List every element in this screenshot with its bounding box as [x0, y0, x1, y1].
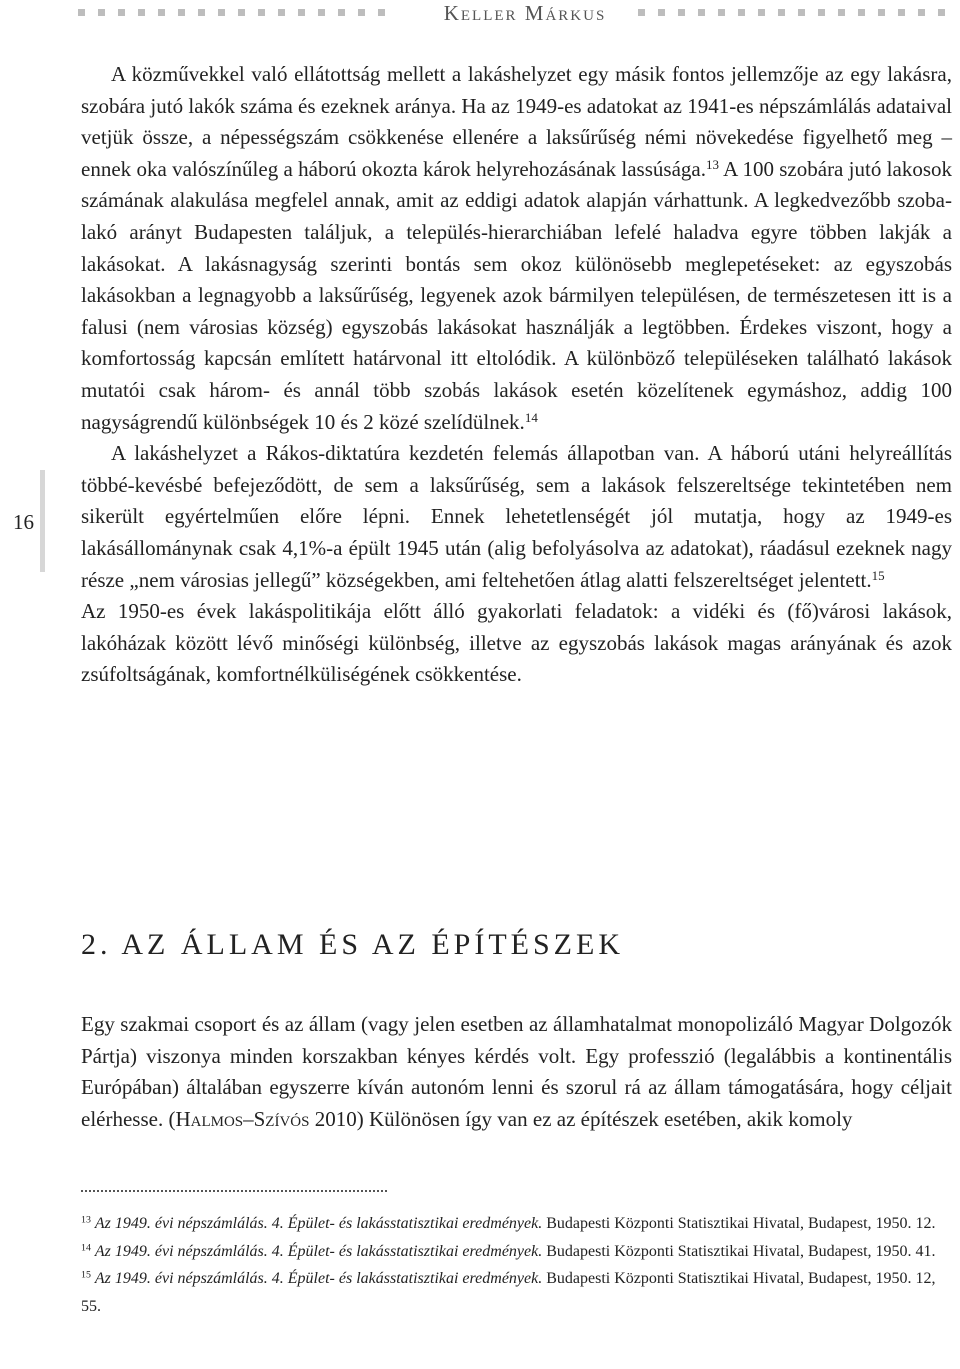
header-dots-left — [78, 9, 398, 16]
header-dot — [718, 9, 725, 16]
header-dot — [258, 9, 265, 16]
footnote-title: Az 1949. évi népszámlálás. 4. Épület- és lakásstatisztikai eredmények. — [94, 1242, 543, 1260]
header-dot — [798, 9, 805, 16]
header-dot — [278, 9, 285, 16]
paragraph-1-text-a: A közművekkel való ellátottság mellett a lakáshelyzet egy másik fontos jellemzője az egy lakásra, szobára jutó lakók száma és ezeknek aránya. Ha az 1949-es adatokat az 1941-es népszámlálás adataival vetjük össze, a népességszám csökkenése ellenére a laksűrűség némi növekedése figyelhető meg – ennek oka valószínűleg a háború okozta károk helyrehozásának lassúsága. — [81, 62, 952, 181]
header-dot — [818, 9, 825, 16]
header-dot — [138, 9, 145, 16]
header-dot — [878, 9, 885, 16]
footnote-ref-15[interactable]: 15 — [871, 567, 885, 583]
paragraph-3: Az 1950-es évek lakáspolitikája előtt álló gyakorlati feladatok: a vidéki és (fő)városi lakások, lakóházak között lévő minőségi különbség, illetve az egyszobás lakások magas arányának és azok zsúfoltságának, komfortnélküliségének csökkentése. — [81, 599, 952, 687]
paragraph-2 — [81, 438, 952, 596]
header-dot — [838, 9, 845, 16]
page-number: 16 — [13, 510, 34, 534]
header-dot — [778, 9, 785, 16]
citation-authors: Halmos–Szívós — [175, 1106, 310, 1131]
footnote-source: Budapesti Központi Statisztikai Hivatal, Budapest, 1950. 41. — [542, 1242, 936, 1260]
footnote-number: 13 — [81, 1214, 91, 1226]
paragraph-4-text-b: 2010) Különösen így van ez az építészek esetében, akik komoly — [309, 1106, 853, 1131]
header-dots-right — [638, 9, 958, 16]
footnote-13 — [81, 1210, 952, 1238]
header-dot — [758, 9, 765, 16]
header-dot — [118, 9, 125, 16]
header-dot — [658, 9, 665, 16]
header-dot — [238, 9, 245, 16]
header-dot — [338, 9, 345, 16]
footnote-title: Az 1949. évi népszámlálás. 4. Épület- és lakásstatisztikai eredmények. — [94, 1215, 543, 1232]
footnote-source: Budapesti Központi Statisztikai Hivatal, Budapest, 1950. 12, 55. — [81, 1270, 936, 1315]
section-1-body — [81, 59, 952, 691]
footnote-ref-14[interactable]: 14 — [524, 409, 538, 425]
header-dot — [178, 9, 185, 16]
footnote-ref-13[interactable]: 13 — [705, 156, 719, 172]
header-dot — [98, 9, 105, 16]
header-dot — [638, 9, 645, 16]
section-2-body — [81, 1009, 952, 1135]
footnote-14 — [81, 1238, 952, 1266]
header-dot — [858, 9, 865, 16]
header-dot — [738, 9, 745, 16]
header-dot — [698, 9, 705, 16]
footnote-15 — [81, 1265, 952, 1320]
paragraph-1-text-b: A 100 szobára jutó lakosok számának alakulása megfelel annak, amit az eddigi adatok alapján várhattunk. A legkedvezőbb szoba-lakó arányt Budapesten találjuk, a település-hierarchiában lefelé haladva egyre többen lakják a lakásokat. A lakásnagyság szerinti bontás sem okoz különösebb meglepetéseket: az egyszobás lakásokban a legnagyobb a laksűrűség, legyenek azok bármilyen településen, de természetesen itt is a falusi (nem városias község) egyszobás lakásokat használják a legtöbben. Érdekes viszont, hogy a komfortosság kapcsán említett határvonal itt eltolódik. A különböző településeken található lakások mutatói csak három- és annál több szobás lakások esetén közelítenek egymáshoz, addig 100 nagyságrendű különbségek 10 és 2 közé szelídülnek. — [81, 156, 952, 434]
paragraph-2-text: A lakáshelyzet a Rákos-diktatúra kezdetén felemás állapotban van. A háború utáni helyreállítás többé-kevésbé befejeződött, de sem a laksűrűség, sem a lakások felszereltsége tekintetében nem sikerült egyértelműen előre lépni. Ennek lehetetlenségét jól mutatja, hogy az 1949-es lakásállománynak csak 4,1%-a épült 1945 után (alig befolyásolva az adatokat), ráadásul ezeknek nagy része „nem városias jellegű” községekben, ami feltehetően átlag alatti felszereltséget jelentett. — [81, 441, 952, 592]
footnote-separator — [81, 1190, 387, 1192]
header-dot — [318, 9, 325, 16]
page-number-bar — [40, 470, 45, 572]
header-dot — [218, 9, 225, 16]
header-dot — [78, 9, 85, 16]
footnote-number: 14 — [81, 1242, 91, 1254]
header-dot — [198, 9, 205, 16]
page-header — [0, 0, 960, 26]
paragraph-4 — [81, 1009, 952, 1135]
footnote-title: Az 1949. évi népszámlálás. 4. Épület- és lakásstatisztikai eredmények. — [94, 1270, 543, 1287]
footnotes — [81, 1210, 952, 1320]
header-dot — [918, 9, 925, 16]
header-dot — [898, 9, 905, 16]
header-dot — [158, 9, 165, 16]
header-dot — [358, 9, 365, 16]
paragraph-4-text-a: Egy szakmai csoport és az állam (vagy jelen esetben az államhatalmat monopolizáló Magyar Dolgozók Pártja) viszonya minden korszakban kényes kérdés volt. Egy professzió (legalábbis a kontinentális Európában) általában egyszerre kíván autonóm lenni és szorul rá az állam támogatására, hogy céljait elérhesse. ( — [81, 1012, 952, 1131]
paragraph-1 — [81, 59, 952, 438]
footnote-number: 15 — [81, 1269, 91, 1281]
header-dot — [678, 9, 685, 16]
section-heading: 2. AZ ÁLLAM ÉS AZ ÉPÍTÉSZEK — [81, 928, 624, 961]
footnote-source: Budapesti Központi Statisztikai Hivatal, Budapest, 1950. 12. — [542, 1215, 936, 1232]
running-head: Keller Márkus — [443, 1, 607, 25]
header-dot — [938, 9, 945, 16]
header-dot — [378, 9, 385, 16]
header-dot — [298, 9, 305, 16]
